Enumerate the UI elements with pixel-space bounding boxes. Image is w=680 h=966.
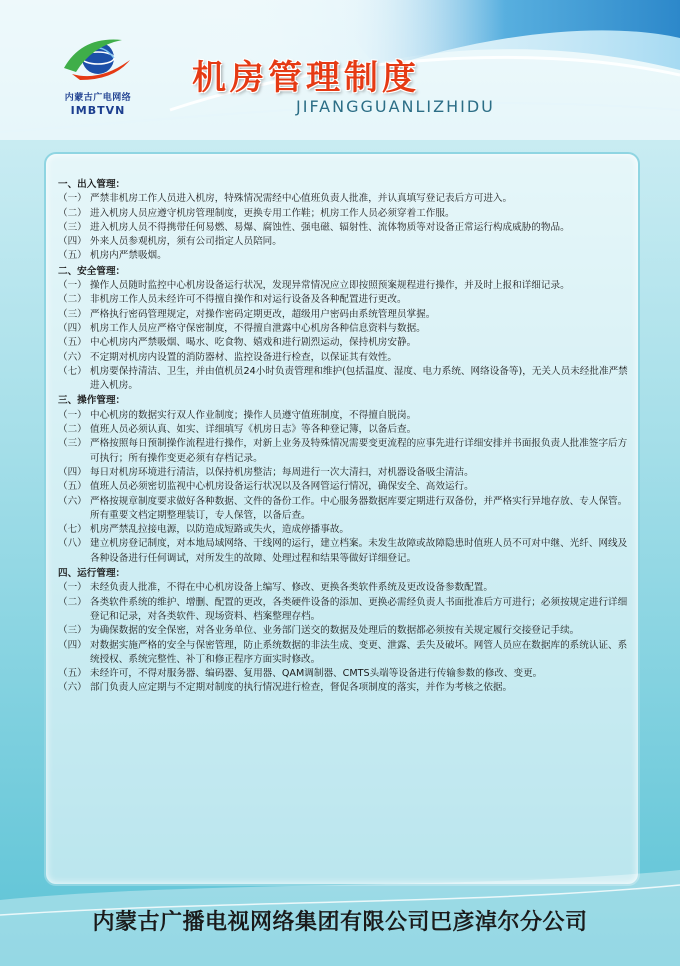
- rule-text: 建立机房登记制度，对本地局域网络、干线网的运行，建立档案。未发生故障或故障隐患时值班人员不可对中继、光纤、网线及各种设备进行任何调试，对所发生的故障、处理过程和结果等做好详细登记。: [90, 538, 628, 564]
- rule-number: （四）: [58, 322, 87, 334]
- rule-item: [58, 308, 630, 322]
- rule-text: 不定期对机房内设置的消防器材、监控设备进行检查，以保证其有效性。: [90, 351, 397, 363]
- rule-item: [58, 681, 630, 695]
- rule-text: 操作人员随时监控中心机房设备运行状况，发现异常情况应立即按照预案规程进行操作，并及时上报和详细记录。: [90, 280, 570, 292]
- rule-number: （七）: [58, 365, 87, 377]
- rule-number: （六）: [58, 682, 87, 694]
- rule-number: （五）: [58, 668, 87, 680]
- rule-text: 严格按照每日预制操作流程进行操作，对新上业务及特殊情况需要变更流程的应事先进行详细安排并书面报负责人批准签字后方可执行；所有操作变更必须有存档记录。: [90, 438, 628, 464]
- rule-item: [58, 409, 630, 423]
- rule-number: （六）: [58, 495, 87, 507]
- rule-item: [58, 192, 630, 206]
- rule-item: [58, 336, 630, 350]
- rule-text: 值班人员必须认真、如实、详细填写《机房日志》等各种登记簿，以备后查。: [90, 424, 417, 436]
- section-title: 三、操作管理：: [58, 395, 126, 407]
- rule-number: （四）: [58, 639, 87, 651]
- rule-number: （三）: [58, 221, 87, 233]
- rule-item: [58, 667, 630, 681]
- logo-name: 内蒙古广电网络: [64, 93, 132, 103]
- rule-item: [58, 207, 630, 221]
- header: [0, 0, 680, 140]
- rule-item: [58, 322, 630, 336]
- rule-item: [58, 437, 630, 466]
- rule-text: 机房严禁乱拉接电源，以防造成短路或失火，造成停播事故。: [90, 524, 350, 536]
- rule-item: [58, 466, 630, 480]
- logo-abbr: IMBTVN: [70, 104, 126, 117]
- rule-item: [58, 235, 630, 249]
- section-title: 四、运行管理：: [58, 568, 126, 580]
- rule-text: 各类软件系统的维护、增删、配置的更改，各类硬件设备的添加、更换必需经负责人书面批准后方可进行；必须按规定进行详细登记和记录，对各类软件、现场资料、档案整理存档。: [90, 596, 628, 622]
- rule-item: [58, 365, 630, 394]
- rule-item: [58, 293, 630, 307]
- rule-number: （五）: [58, 481, 87, 493]
- rule-text: 中心机房内严禁吸烟、喝水、吃食物、嬉戏和进行剧烈运动，保持机房安静。: [90, 337, 417, 349]
- rule-item: [58, 221, 630, 235]
- rule-text: 机房内严禁吸烟。: [90, 250, 167, 262]
- rule-text: 未经负责人批准，不得在中心机房设备上编写、修改、更换各类软件系统及更改设备参数配置。: [90, 582, 493, 594]
- page-title: 机房管理制度: [192, 58, 420, 98]
- rule-number: （三）: [58, 438, 87, 450]
- rule-text: 机房工作人员应严格守保密制度，不得擅自泄露中心机房各种信息资料与数据。: [90, 322, 426, 334]
- rule-text: 值班人员必须密切监视中心机房设备运行状况以及各网管运行情况，确保安全、高效运行。: [90, 481, 474, 493]
- rule-number: （五）: [58, 337, 87, 349]
- rule-item: [58, 351, 630, 365]
- rule-item: [58, 480, 630, 494]
- rule-item: [58, 639, 630, 668]
- rule-item: [58, 596, 630, 625]
- rule-number: （一）: [58, 280, 87, 292]
- rule-number: （三）: [58, 308, 87, 320]
- logo-globe-icon: [52, 28, 144, 88]
- rule-number: （八）: [58, 538, 87, 550]
- rule-number: （二）: [58, 596, 87, 608]
- rule-text: 严格按规章制度要求做好各种数据、文件的备份工作。中心服务器数据库要定期进行双备份，并严格实行异地存放、专人保管。所有重要文档定期整理装订，专人保管，以备后查。: [90, 495, 628, 521]
- rules-content: [58, 178, 630, 696]
- rule-text: 非机房工作人员未经许可不得擅自操作和对运行设备及各种配置进行更改。: [90, 294, 407, 306]
- rule-item: [58, 423, 630, 437]
- section-title: 一、出入管理：: [58, 179, 126, 190]
- rule-number: （一）: [58, 409, 87, 421]
- rule-text: 为确保数据的安全保密，对各业务单位、业务部门送交的数据及处理后的数据都必须按有关规定履行交接登记手续。: [90, 625, 580, 637]
- rule-number: （三）: [58, 625, 87, 637]
- rule-number: （四）: [58, 466, 87, 478]
- rule-text: 未经许可，不得对服务器、编码器、复用器、QAM调制器、CMTS头端等设备进行传输参数的修改、变更。: [90, 668, 543, 680]
- rule-number: （四）: [58, 236, 87, 248]
- rule-item: [58, 581, 630, 595]
- rule-item: [58, 624, 630, 638]
- company-logo: [52, 28, 142, 123]
- rule-item: [58, 537, 630, 566]
- rule-text: 严禁非机房工作人员进入机房，特殊情况需经中心值班负责人批准，并认真填写登记表后方可进入。: [90, 193, 513, 205]
- rule-number: （二）: [58, 424, 87, 436]
- rule-text: 外来人员参观机房，须有公司指定人员陪同。: [90, 236, 282, 248]
- rule-text: 部门负责人应定期与不定期对制度的执行情况进行检查，督促各项制度的落实，并作为考核之依据。: [90, 682, 513, 694]
- rule-item: [58, 495, 630, 524]
- rule-item: [58, 523, 630, 537]
- rule-text: 对数据实施严格的安全与保密管理，防止系统数据的非法生成、变更、泄露、丢失及破坏。网管人员应在数据库的系统认证、系统授权、系统完整性、补丁和修正程序方面实时修改。: [90, 639, 628, 665]
- rule-number: （一）: [58, 582, 87, 594]
- rule-text: 进入机房人员应遵守机房管理制度，更换专用工作鞋；机房工作人员必须穿着工作服。: [90, 207, 455, 219]
- rule-item: [58, 279, 630, 293]
- rule-text: 每日对机房环境进行清洁，以保持机房整洁；每周进行一次大清扫，对机器设备吸尘清洁。: [90, 466, 474, 478]
- page-subtitle: JIFANGGUANLIZHIDU: [296, 97, 495, 116]
- rule-number: （二）: [58, 207, 87, 219]
- rule-number: （二）: [58, 294, 87, 306]
- rule-text: 中心机房的数据实行双人作业制度；操作人员遵守值班制度，不得擅自脱岗。: [90, 409, 417, 421]
- section-title: 二、安全管理：: [58, 265, 126, 277]
- rule-number: （六）: [58, 351, 87, 363]
- rule-text: 机房要保持清洁、卫生，并由值机员24小时负责管理和维护(包括温度、湿度、电力系统、网络设备等)，无关人员未经批准严禁进入机房。: [90, 365, 628, 392]
- rule-number: （五）: [58, 250, 87, 262]
- rule-text: 严格执行密码管理规定，对操作密码定期更改，超级用户密码由系统管理员掌握。: [90, 308, 436, 320]
- rule-item: [58, 249, 630, 263]
- rule-text: 进入机房人员不得携带任何易燃、易爆、腐蚀性、强电磁、辐射性、流体物质等对设备正常运行构成威胁的物品。: [90, 221, 570, 233]
- rule-number: （一）: [58, 193, 87, 205]
- rule-number: （七）: [58, 524, 87, 536]
- footer-company: 内蒙古广播电视网络集团有限公司巴彦淖尔分公司: [92, 910, 588, 935]
